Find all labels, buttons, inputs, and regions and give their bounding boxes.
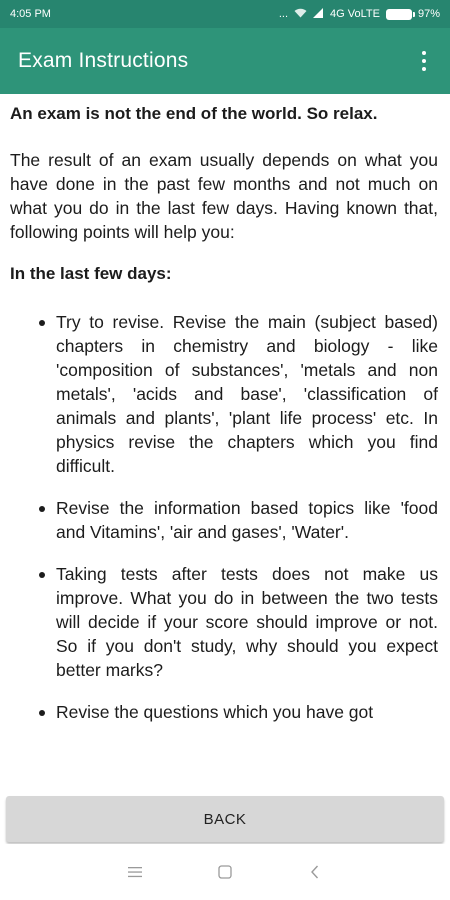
tips-list — [10, 310, 438, 724]
wifi-icon — [294, 8, 307, 21]
list-item: Revise the information based topics like 'food and Vitamins', 'air and gases', 'Water'. — [10, 496, 438, 544]
app-bar — [0, 28, 450, 94]
lead-text: An exam is not the end of the world. So relax. — [10, 104, 378, 123]
system-nav-bar — [0, 844, 450, 900]
list-item: Taking tests after tests does not make us improve. What you do in between the two tests will decide if your score should improve or not. So if you don't study, why should you expect better marks? — [10, 562, 438, 682]
nav-home-icon[interactable] — [210, 857, 240, 887]
battery-icon — [386, 9, 412, 20]
signal-icon — [313, 8, 324, 21]
nav-back-icon[interactable] — [300, 857, 330, 887]
list-item: Revise the questions which you have got — [10, 700, 438, 724]
page-title: Exam Instructions — [18, 49, 189, 72]
status-time: 4:05 PM — [10, 8, 51, 20]
status-indicators — [279, 8, 440, 21]
back-button-container — [0, 796, 450, 844]
battery-level: 97% — [417, 8, 440, 20]
network-label: 4G VoLTE — [330, 8, 380, 20]
section-title: In the last few days: — [10, 264, 172, 283]
instructions-content[interactable] — [0, 94, 450, 796]
back-button[interactable]: BACK — [6, 796, 444, 842]
status-dots: ... — [278, 8, 289, 20]
status-bar — [0, 0, 450, 28]
intro-paragraph: The result of an exam usually depends on what you have done in the past few months and not much on what you do in the last few days. Having known that, following points will help you: — [10, 150, 438, 242]
list-item: Try to revise. Revise the main (subject based) chapters in chemistry and biology - like 'composition of substances', 'metals and non metals', 'acids and base', 'classification of animals and plants', 'plant life process' etc. In physics revise the chapters which you find difficult. — [10, 310, 438, 478]
more-vert-icon[interactable] — [414, 46, 434, 76]
nav-menu-icon[interactable] — [120, 857, 150, 887]
